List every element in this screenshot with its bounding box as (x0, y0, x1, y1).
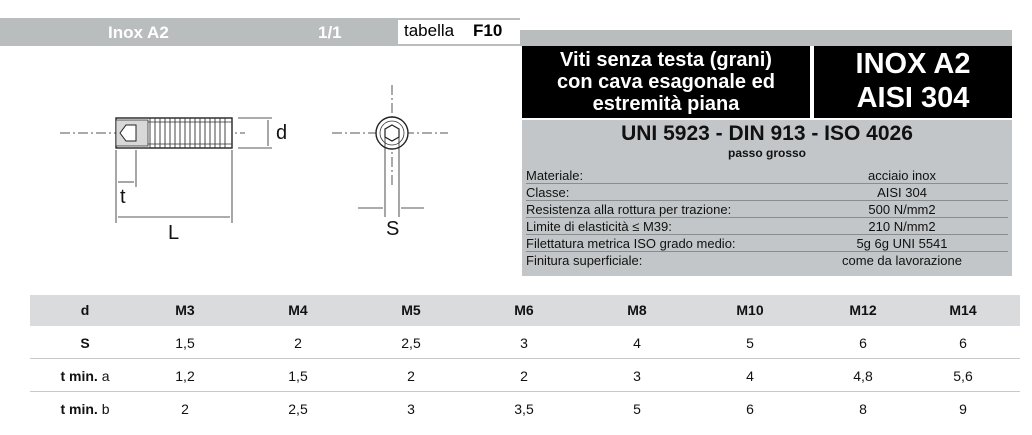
table-cell: 9 (959, 401, 967, 417)
property-label: Finitura superficiale: (526, 253, 643, 268)
table-row (30, 361, 1020, 392)
table-cell: 6 (859, 335, 867, 351)
table-cell: 2 (181, 401, 189, 417)
property-value: 5g 6g UNI 5541 (856, 236, 948, 251)
header-cell: M14 (949, 302, 977, 318)
table-cell: 1,5 (288, 368, 308, 384)
property-divider (526, 217, 1008, 218)
table-cell: 4 (746, 368, 754, 384)
dim-label-L: L (168, 222, 180, 244)
row-label-suffix: b (97, 401, 110, 417)
row-divider (30, 358, 1020, 359)
table-cell: 1,5 (175, 335, 195, 351)
row-label-bold: t min. (60, 401, 98, 417)
header-label: d (80, 302, 90, 318)
dim-label-d: d (276, 122, 288, 144)
properties-panel (522, 166, 1012, 276)
header-cell: M10 (736, 302, 764, 318)
technical-drawing (40, 75, 480, 265)
table-cell: 1,2 (175, 368, 195, 384)
tabella-label: tabella (404, 21, 455, 40)
standards-band (522, 120, 1012, 166)
property-row (526, 219, 1008, 235)
header-band-right (520, 30, 1012, 46)
table-cell: 5,6 (953, 368, 973, 384)
product-title (522, 46, 810, 118)
screw-side-view (116, 118, 232, 148)
table-cell: 2,5 (401, 335, 421, 351)
table-cell: 5 (746, 335, 754, 351)
header-cell: M12 (849, 302, 877, 318)
material-code-line-2: AISI 304 (856, 82, 970, 114)
table-row (30, 328, 1020, 359)
row-label-bold: S (80, 335, 90, 351)
header-cell: M5 (401, 302, 421, 318)
property-divider (526, 234, 1008, 235)
property-value: 210 N/mm2 (868, 219, 936, 234)
property-label: Materiale: (526, 168, 584, 183)
property-label: Limite di elasticità ≤ M39: (526, 219, 672, 234)
property-row (526, 202, 1008, 218)
table-cell: 2,5 (288, 401, 308, 417)
dim-label-t: t (120, 186, 126, 208)
property-label: Filettatura metrica ISO grado medio: (526, 236, 736, 251)
property-row (526, 168, 1008, 184)
header-cell: M8 (627, 302, 647, 318)
standards-text: UNI 5923 - DIN 913 - ISO 4026 (621, 122, 913, 145)
dim-label-S: S (386, 218, 400, 240)
property-label: Classe: (526, 185, 570, 200)
header-cell: M4 (288, 302, 308, 318)
page-number: 1/1 (318, 23, 342, 42)
row-label-suffix: a (97, 368, 110, 384)
table-cell: 3 (520, 335, 528, 351)
property-label: Resistenza alla rottura per trazione: (526, 202, 732, 217)
table-row (30, 394, 1020, 425)
table-cell: 4,8 (853, 368, 873, 384)
table-header-row (30, 295, 1020, 326)
material-label: Inox A2 (108, 23, 169, 42)
property-value: come da lavorazione (842, 253, 962, 268)
property-value: acciaio inox (868, 168, 936, 183)
row-label (30, 361, 140, 392)
title-line-1: Viti senza testa (grani) (560, 49, 772, 71)
row-label (30, 394, 140, 425)
table-cell: 6 (746, 401, 754, 417)
table-cell: 3 (407, 401, 415, 417)
material-code-block (814, 46, 1012, 118)
property-row (526, 185, 1008, 201)
table-cell: 5 (633, 401, 641, 417)
tabella-code: F10 (473, 21, 503, 40)
table-cell: 8 (859, 401, 867, 417)
property-row (526, 236, 1008, 252)
table-cell: 3,5 (514, 401, 534, 417)
row-divider (30, 391, 1020, 392)
property-divider (526, 251, 1008, 252)
table-cell: 3 (633, 368, 641, 384)
title-line-3: estremità piana (592, 93, 740, 115)
table-cell: 6 (959, 335, 967, 351)
thread-type: passo grosso (727, 146, 807, 160)
material-code-line-1: INOX A2 (855, 48, 971, 80)
table-cell: 4 (633, 335, 641, 351)
property-divider (526, 183, 1008, 184)
table-cell: 2 (294, 335, 302, 351)
property-row (526, 253, 1008, 269)
row-label-bold: t min. (60, 368, 98, 384)
property-divider (526, 200, 1008, 201)
property-value: 500 N/mm2 (868, 202, 936, 217)
property-value: AISI 304 (877, 185, 927, 200)
table-cell: 2 (407, 368, 415, 384)
table-cell: 2 (520, 368, 528, 384)
row-label (30, 328, 140, 359)
header-cell: M6 (514, 302, 534, 318)
screw-end-view (376, 117, 408, 149)
title-line-2: con cava esagonale ed (557, 71, 775, 93)
header-cell: M3 (175, 302, 195, 318)
table-code-box (398, 20, 520, 44)
